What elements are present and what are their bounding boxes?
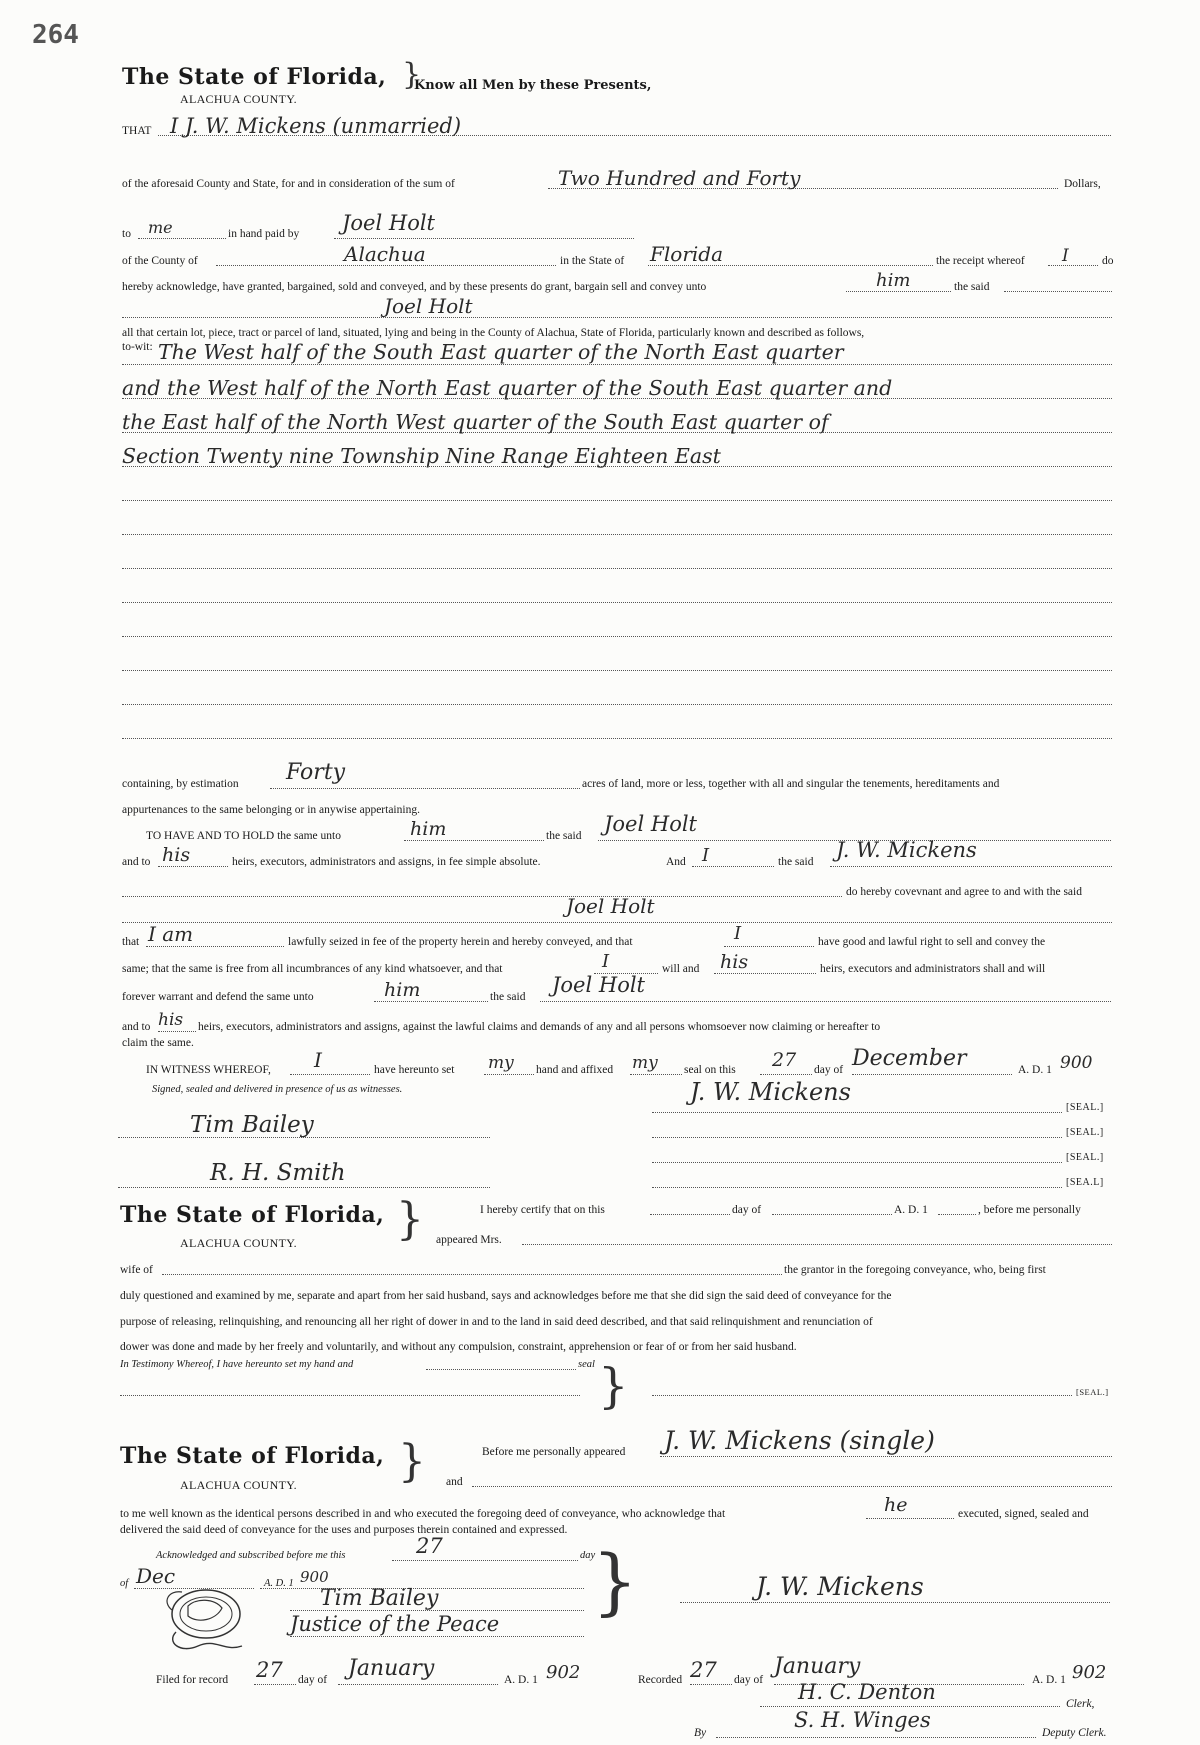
signature-line [680,1602,1110,1603]
fill-line [866,1518,954,1519]
fill-line [690,1684,732,1685]
filed-month: January [348,1656,435,1681]
ack-state-title: The State of Florida, [120,1443,385,1469]
fill-line [484,1074,534,1075]
description-ruled-line [122,500,1112,501]
right-text: have good and lawful right to sell and convey the [818,936,1046,948]
hand-affixed-text: hand and affixed [536,1064,614,1076]
description-ruled-line [122,670,1112,671]
before-me-text: Before me personally appeared [482,1446,626,1458]
lot-text: all that certain lot, piece, tract or parcel of land, situated, lying and being in the County of Alachua, State of Florida, particularly known and described as follows, [122,327,865,339]
acres-text: acres of land, more or less, together with all and singular the tenements, hereditaments and [582,778,1000,790]
unto-handwriting: him [876,270,911,291]
day-of-label: day of [814,1064,844,1076]
claim-text: claim the same. [122,1037,194,1049]
brace: } [398,1436,426,1487]
fill-line [120,1395,580,1396]
page-number: 264 [32,20,79,50]
witness-1-signature: Tim Bailey [190,1112,314,1138]
description-line-1: The West half of the South East quarter of the North East quarter [158,340,844,364]
witness-my: my [488,1053,514,1073]
by-label: By [694,1727,707,1739]
description-line-2: and the West half of the North East quarter of the South East quarter and [122,376,893,400]
will-and-label: will and [662,963,700,975]
and-to-label: and to [122,1021,151,1033]
brace: } [402,57,422,92]
warrant-name: Joel Holt [552,973,645,997]
ack-year: 900 [300,1568,329,1586]
day-of-label: day of [734,1674,764,1686]
fill-line [374,1001,488,1002]
fill-line [714,973,816,974]
clerk-signature: H. C. Denton [798,1680,936,1704]
that-label: THAT [122,125,152,137]
fill-line [692,866,774,867]
state-label: in the State of [560,255,625,267]
brace: } [396,1194,424,1245]
signature-line [652,1395,1072,1396]
heirs-his: his [162,844,191,866]
hereunto-text: have hereunto set [374,1064,455,1076]
fill-line [472,1486,1112,1487]
ack-county: ALACHUA COUNTY. [180,1478,297,1492]
habendum-name: Joel Holt [604,812,697,836]
signature-line [652,1112,1062,1113]
signature-line [760,1706,1060,1707]
ack-month: Dec [136,1564,176,1588]
seal-label: [SEAL.] [1066,1127,1104,1138]
description-ruled-line [122,534,1112,535]
fill-line [426,1369,576,1370]
ad-label: A. D. 1 [264,1578,294,1589]
seized-text: lawfully seized in fee of the property herein and hereby conveyed, and that [288,936,633,948]
description-line-4: Section Twenty nine Township Nine Range Eighteen East [122,444,721,468]
dower-para-2: purpose of releasing, relinquishing, and renouncing all her right of dower in and to the land in said deed described, and that said relinquishment and renunciation of [120,1316,873,1328]
free-his: his [720,951,749,973]
and-to-label: and to [122,856,151,868]
fill-line [760,1074,812,1075]
ad-label: A. D. 1 [1018,1064,1052,1076]
seal-label: [SEAL.] [1076,1387,1109,1397]
justice-name: Tim Bailey [320,1586,439,1611]
do-label: do [1102,255,1114,267]
fill-line [540,1001,1111,1002]
grantee-handwriting: Joel Holt [384,294,473,318]
covenant-name: Joel Holt [566,894,655,918]
recorded-year: 902 [1072,1662,1107,1683]
testimony-text: In Testimony Whereof, I have hereunto set my hand and [120,1359,354,1370]
ad-label: A. D. 1 [894,1204,928,1216]
acres-handwriting: Forty [286,760,346,785]
ack-day: 27 [416,1534,443,1558]
witness-month: December [852,1046,967,1071]
description-ruled-line [122,636,1112,637]
recorded-month: January [774,1654,861,1679]
and-label: And [666,856,686,868]
grantor-signature: J. W. Mickens [690,1078,851,1106]
receipt-text: the receipt whereof [936,255,1025,267]
filed-year: 902 [546,1662,581,1683]
fill-line [122,317,1112,318]
the-said-label: the said [546,830,582,842]
day-of-label: day of [732,1204,762,1216]
fill-line [334,238,634,239]
fill-line [162,1274,782,1275]
wife-of-label: wife of [120,1264,153,1276]
habendum-text: TO HAVE AND TO HOLD the same unto [146,830,341,842]
signature-line [652,1162,1062,1163]
deed-state-title: The State of Florida, [122,64,387,90]
fill-line [1048,265,1098,266]
dollars-label: Dollars, [1064,178,1101,190]
heirs-i: I [702,845,710,866]
warrant-him: him [384,979,421,1001]
ack-line-2: delivered the said deed of conveyance for the uses and purposes therein contained and expressed. [120,1524,568,1536]
county-of-label: of the County of [122,255,198,267]
fill-line [772,1214,892,1215]
against-his: his [158,1010,184,1030]
containing-text: containing, by estimation [122,778,239,790]
witness-line [118,1187,490,1188]
the-said-label: the said [778,856,814,868]
fill-line [270,788,580,789]
description-line-3: the East half of the North West quarter of the South East quarter of [122,410,829,434]
day-label: day [580,1550,596,1561]
ack-line-1: to me well known as the identical persons described in and who executed the foregoing deed of conveyance, who acknowledge that [120,1508,726,1520]
signature-line [716,1737,1036,1738]
ack-text: hereby acknowledge, have granted, bargained, sold and conveyed, and by these presents do grant, bargain sell and convey unto [122,281,707,293]
signed-sealed-text: Signed, sealed and delivered in presence of us as witnesses. [152,1084,403,1095]
heirs-grantor-name: J. W. Mickens [836,838,977,862]
against-text: heirs, executors, administrators and assigns, against the lawful claims and demands of any and all persons whomsoever now claiming or hereafter to [198,1021,881,1033]
description-ruled-line [122,602,1112,603]
to-label: to [122,228,131,240]
fill-line [830,866,1112,867]
before-me-text: , before me personally [978,1204,1081,1216]
recorded-label: Recorded [638,1674,683,1686]
fill-line [146,946,284,947]
that-label: that [122,936,140,948]
fill-line [392,1560,578,1561]
receipt-i-handwriting: I [1062,246,1069,266]
the-said-label: the said [490,991,526,1003]
fill-line [852,1074,1012,1075]
dower-county: ALACHUA COUNTY. [180,1236,297,1250]
fill-line [1004,291,1112,292]
notary-seal-stamp [158,1580,278,1664]
fill-line [338,1684,498,1685]
sum-handwriting: Two Hundred and Forty [558,166,801,190]
filed-label: Filed for record [156,1674,229,1686]
payer-handwriting: Joel Holt [342,211,435,235]
fill-line [290,1636,584,1637]
ack-signature: J. W. Mickens [756,1572,924,1601]
fill-line [158,866,228,867]
grantor-text: the grantor in the foregoing conveyance, who, being first [784,1264,1046,1276]
dower-para-1: duly questioned and examined by me, separate and apart from her said husband, says and acknowledges before me that she did sign the said deed of conveyance for the [120,1290,892,1302]
and-label: and [446,1476,463,1488]
heirs-text: heirs, executors, administrators and assigns, in fee simple absolute. [232,856,541,868]
fill-line [650,1214,730,1215]
free-text: same; that the same is free from all incumbrances of any kind whatsoever, and that [122,963,503,975]
witness-day: 27 [772,1049,797,1071]
the-said-label: the said [954,281,990,293]
deed-county: ALACHUA COUNTY. [180,92,297,106]
appurtenances-text: appurtenances to the same belonging or in anywise appertaining. [122,804,420,816]
of-label: of [120,1578,129,1589]
seized-i-am: I am [148,922,194,946]
deputy-signature: S. H. Winges [794,1708,931,1732]
day-of-label: day of [298,1674,328,1686]
seal-word: seal [578,1359,595,1370]
justice-title: Justice of the Peace [290,1612,500,1636]
appeared-mrs-label: appeared Mrs. [436,1234,502,1246]
state-handwriting: Florida [650,242,723,266]
fill-line [660,1456,1112,1457]
witness-i: I [314,1048,322,1072]
fill-line [630,1074,682,1075]
seal-label: [SEAL.] [1066,1152,1104,1163]
seized-i: I [734,923,742,944]
deputy-label: Deputy Clerk. [1042,1727,1107,1739]
fill-line [846,291,951,292]
county-handwriting: Alachua [344,242,426,266]
description-ruled-line [122,738,1112,739]
habendum-him: him [410,818,447,840]
ack-he: he [884,1494,908,1516]
witness-my2: my [632,1053,658,1073]
consideration-text: of the aforesaid County and State, for and in consideration of the sum of [122,178,455,190]
brace: } [592,1539,638,1623]
witness-2-signature: R. H. Smith [210,1160,346,1186]
fill-line [522,1244,1112,1245]
witness-year: 900 [1060,1053,1093,1073]
heirs-text: heirs, executors and administrators shall and will [820,963,1046,975]
deed-preamble: Know all Men by these Presents, [414,78,652,93]
seal-on-text: seal on this [684,1064,736,1076]
executed-text: executed, signed, sealed and [958,1508,1089,1520]
certify-text: I hereby certify that on this [480,1204,605,1216]
signature-line [652,1187,1062,1188]
recorded-day: 27 [690,1658,717,1682]
witness-text: IN WITNESS WHEREOF, [146,1064,271,1076]
fill-line [122,922,1112,923]
dower-state-title: The State of Florida, [120,1202,385,1228]
brace: } [598,1358,629,1414]
ad-label: A. D. 1 [504,1674,538,1686]
seal-label: [SEAL.] [1066,1102,1104,1113]
grantor-handwriting: I J. W. Mickens (unmarried) [170,114,462,138]
ack-name-handwriting: J. W. Mickens (single) [664,1426,935,1455]
ad-label: A. D. 1 [1032,1674,1066,1686]
covenant-text: do hereby covevnant and agree to and with the said [846,886,1082,898]
description-ruled-line [122,568,1112,569]
fill-line [254,1684,296,1685]
description-ruled-line [122,364,1112,365]
dower-para-3: dower was done and made by her freely and voluntarily, and without any compulsion, constraint, apprehension or fear of or from her said husband. [120,1341,797,1353]
description-ruled-line [122,704,1112,705]
fill-line [404,840,544,841]
warrant-text: forever warrant and defend the same unto [122,991,314,1003]
to-wit-label: to-wit: [122,341,153,353]
fill-line [158,1031,196,1032]
filed-day: 27 [256,1658,283,1682]
signature-line [652,1137,1062,1138]
to-handwriting: me [148,218,173,237]
paid-by-text: in hand paid by [228,228,300,240]
subscribed-text: Acknowledged and subscribed before me this [156,1550,346,1561]
fill-line [938,1214,976,1215]
seal-label: [SEA.L] [1066,1177,1104,1188]
clerk-label: Clerk, [1066,1698,1095,1710]
free-i: I [602,951,610,972]
fill-line [138,238,226,239]
fill-line [290,1074,370,1075]
fill-line [724,946,814,947]
fill-line [122,896,842,897]
